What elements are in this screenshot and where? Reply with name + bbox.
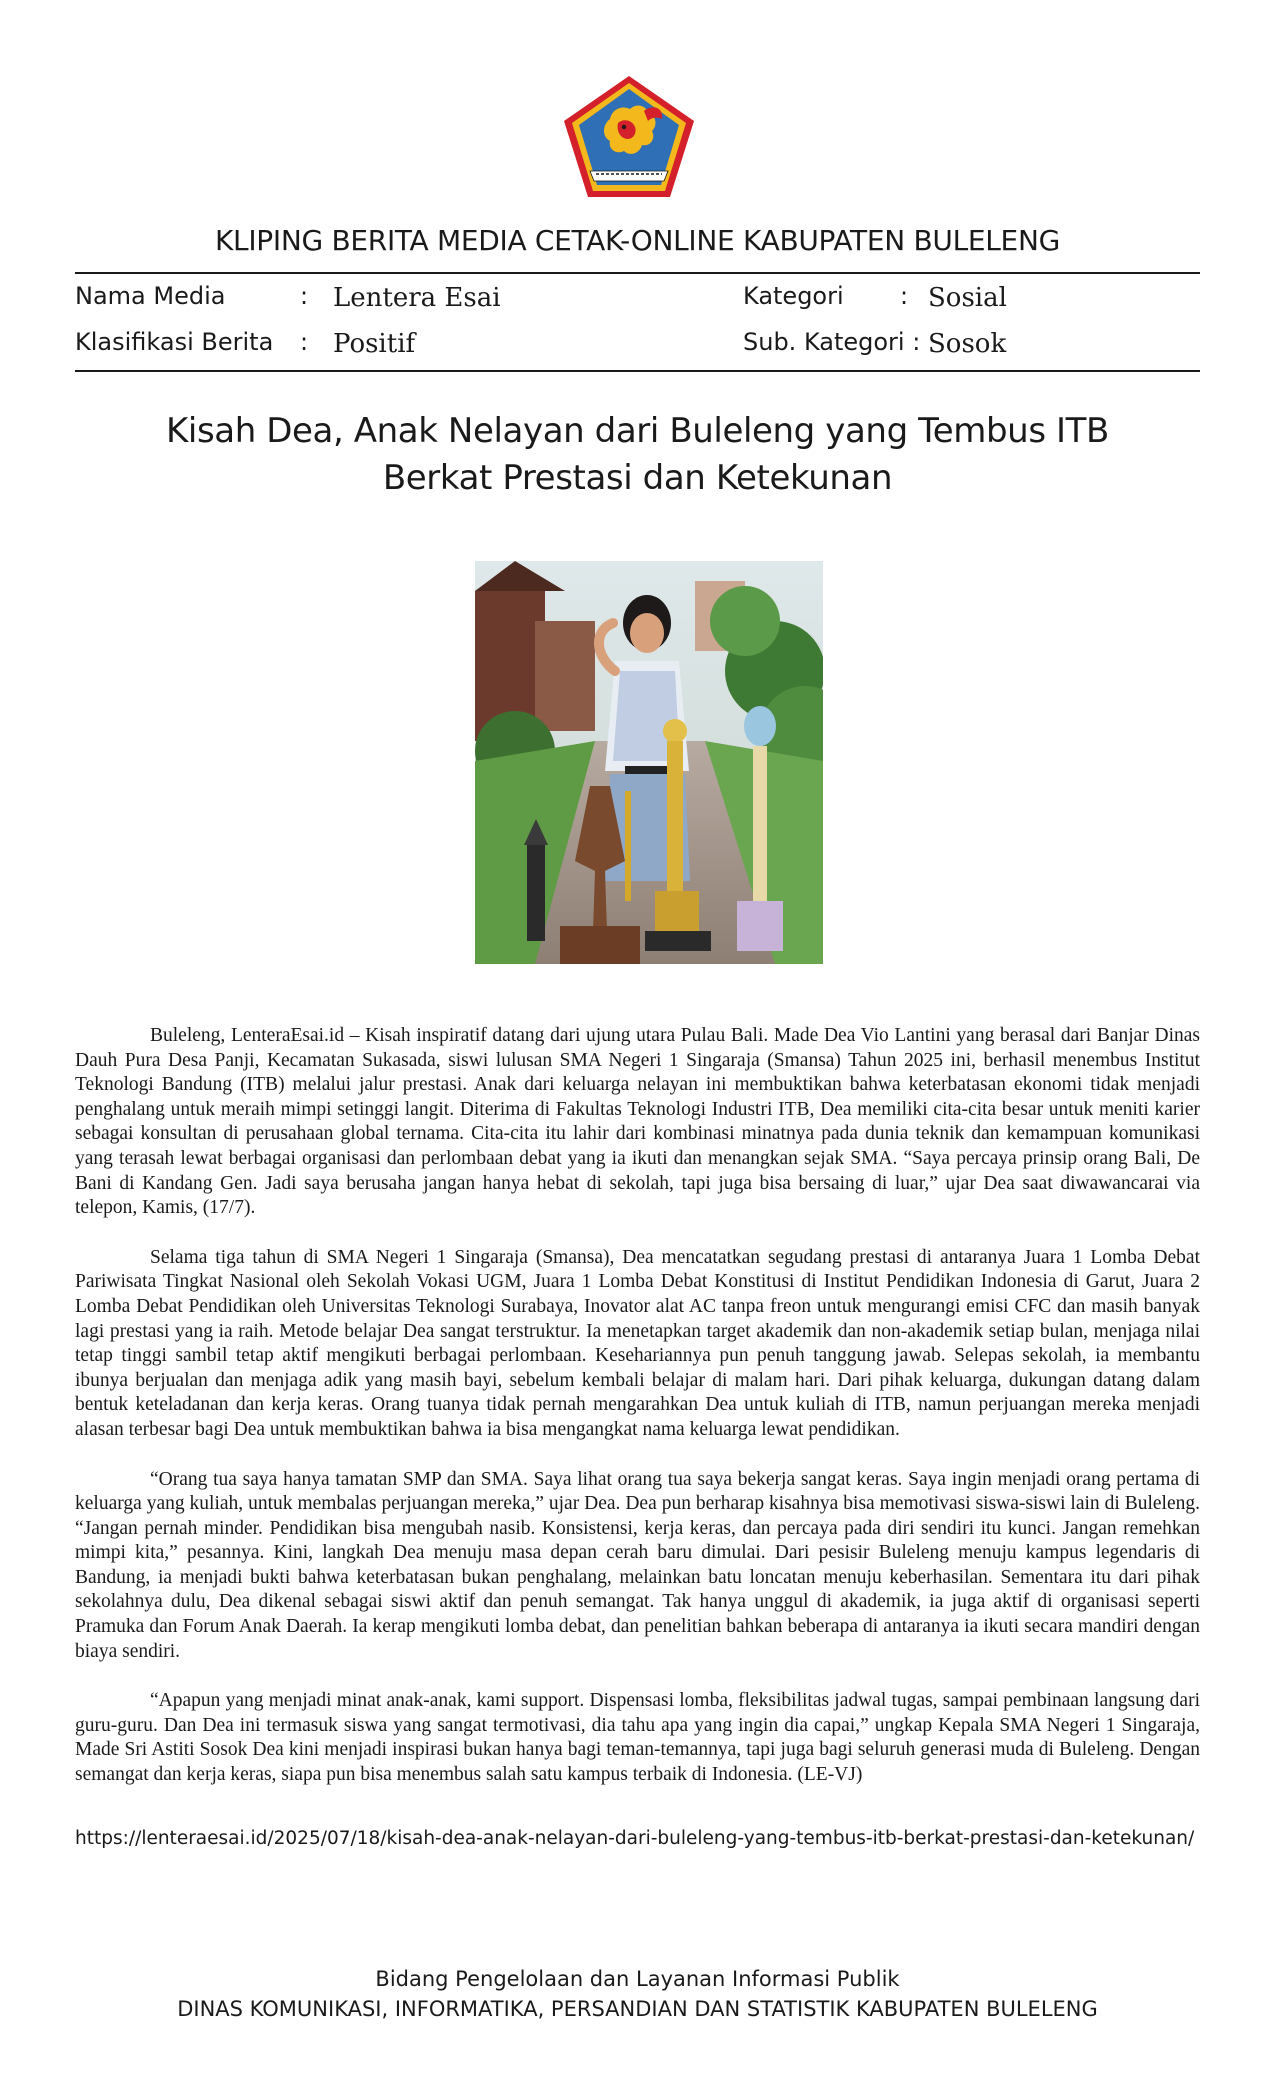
sub-kategori-value: Sosok <box>928 329 1007 359</box>
headline-line-2: Berkat Prestasi dan Ketekunan <box>382 458 893 498</box>
clipping-title: KLIPING BERITA MEDIA CETAK-ONLINE KABUPATEN BULELENG <box>214 224 1060 257</box>
singa-ambara-raja-emblem-icon <box>560 73 698 201</box>
article-headline <box>0 408 1275 502</box>
header-bottom-divider <box>75 370 1200 372</box>
klasifikasi-colon: : <box>300 328 309 356</box>
footer-department: Bidang Pengelolaan dan Layanan Informasi Publik <box>375 1967 900 1991</box>
nama-media-value: Lentera Esai <box>333 283 501 313</box>
footer-agency: DINAS KOMUNIKASI, INFORMATIKA, PERSANDIAN DAN STATISTIK KABUPATEN BULELENG <box>177 1997 1098 2021</box>
article-paragraph: Buleleng, LenteraEsai.id – Kisah inspiratif datang dari ujung utara Pulau Bali. Made Dea Vio Lantini yang berasal dari Banjar Dinas Dauh Pura Desa Panji, Kecamatan Sukasada, siswi lulusan SMA Negeri 1 Singaraja (Smansa) Tahun 2025 ini, berhasil menembus Institut Teknologi Bandung (ITB) melalui jalur prestasi. Anak dari keluarga nelayan ini membuktikan bahwa keterbatasan ekonomi tidak menjadi penghalang untuk meraih mimpi setinggi langit. Diterima di Fakultas Teknologi Industri ITB, Dea memiliki cita-cita besar untuk meniti karier sebagai konsultan di perusahaan global ternama. Cita-cita itu lahir dari kombinasi minatnya pada dunia teknik dan kemampuan komunikasi yang terasah lewat berbagai organisasi dan perlombaan debat yang ia ikuti dan menangkan sejak SMA. “Saya percaya prinsip orang Bali, De Bani di Kandang Gen. Jadi saya berusaha jangan hanya hebat di sekolah, tapi juga bisa bersaing di luar,” ujar Dea saat diwawancarai via telepon, Kamis, (17/7). <box>75 1025 1200 1219</box>
kategori-colon: : <box>900 282 909 310</box>
nama-media-colon: : <box>300 282 309 310</box>
article-paragraph: Selama tiga tahun di SMA Negeri 1 Singaraja (Smansa), Dea mencatatkan segudang prestasi di antaranya Juara 1 Lomba Debat Pariwisata Tingkat Nasional oleh Sekolah Vokasi UGM, Juara 1 Lomba Debat Konstitusi di Institut Pendidikan Indonesia di Garut, Juara 2 Lomba Debat Pendidikan oleh Universitas Teknologi Surabaya, Inovator alat AC tanpa freon untuk mengurangi emisi CFC dan masih banyak lagi prestasi yang ia raih. Metode belajar Dea sangat terstruktur. Ia menetapkan target akademik dan non-akademik setiap bulan, menjaga nilai tetap tinggi sambil tetap aktif mengikuti berbagai perlombaan. Kesehariannya pun penuh tanggung jawab. Selepas sekolah, ia membantu ibunya berjualan dan menjaga adik yang masih bayi, sebelum kembali belajar di malam hari. Dari pihak keluarga, dukungan datang dalam bentuk keteladanan dan kerja keras. Orang tuanya tidak pernah mengarahkan Dea untuk kuliah di ITB, namun perjuangan mereka menjadi alasan terbesar bagi Dea untuk membuktikan bahwa ia bisa mengangkat nama keluarga lewat pendidikan. <box>75 1246 1200 1440</box>
sub-kategori-label: Sub. Kategori : <box>743 328 921 356</box>
article-body <box>75 1024 1200 1813</box>
headline-line-1: Kisah Dea, Anak Nelayan dari Buleleng yang Tembus ITB <box>166 411 1109 451</box>
kategori-value: Sosial <box>928 283 1007 313</box>
kategori-label: Kategori <box>743 282 844 310</box>
nama-media-label: Nama Media <box>75 282 226 310</box>
header-top-divider <box>75 272 1200 274</box>
klasifikasi-label: Klasifikasi Berita <box>75 328 274 356</box>
article-paragraph: “Apapun yang menjadi minat anak-anak, kami support. Dispensasi lomba, fleksibilitas jadwal tugas, sampai pembinaan langsung dari guru-guru. Dan Dea ini termasuk siswa yang sangat termotivasi, dia tahu apa yang ingin dia capai,” ungkap Kepala SMA Negeri 1 Singaraja, Made Sri Astiti Sosok Dea kini menjadi inspirasi bukan hanya bagi teman-temannya, tapi juga bagi seluruh generasi muda di Buleleng. Dengan semangat dan kerja keras, siapa pun bisa menembus salah satu kampus terbaik di Indonesia. (LE-VJ) <box>75 1690 1200 1786</box>
source-url: https://lenteraesai.id/2025/07/18/kisah-dea-anak-nelayan-dari-buleleng-yang-tembus-itb-berkat-prestasi-dan-ketekunan/ <box>75 1828 1195 1849</box>
article-photo <box>475 561 823 964</box>
klasifikasi-value: Positif <box>333 329 416 359</box>
article-paragraph: “Orang tua saya hanya tamatan SMP dan SMA. Saya lihat orang tua saya bekerja sangat keras. Saya ingin menjadi orang pertama di keluarga yang kuliah, untuk membalas perjuangan mereka,” ujar Dea. Dea pun berharap kisahnya bisa memotivasi siswa-siswi lain di Buleleng. “Jangan pernah minder. Pendidikan bisa mengubah nasib. Konsistensi, kerja keras, dan percaya pada diri sendiri itu kunci. Jangan remehkan mimpi kita,” pesannya. Kini, langkah Dea menuju masa depan cerah baru dimulai. Dari pesisir Buleleng menuju kampus legendaris di Bandung, ia menjadi bukti bahwa keterbatasan bukan penghalang, melainkan batu loncatan menuju keberhasilan. Sementara itu dari pihak sekolahnya dulu, Dea dikenal sebagai siswi aktif dan penuh semangat. Tak hanya unggul di akademik, ia juga aktif di organisasi seperti Pramuka dan Forum Anak Daerah. Ia kerap mengikuti lomba debat, dan penelitian bahkan beberapa di antaranya ia ikuti secara mandiri dengan biaya sendiri. <box>75 1468 1200 1662</box>
